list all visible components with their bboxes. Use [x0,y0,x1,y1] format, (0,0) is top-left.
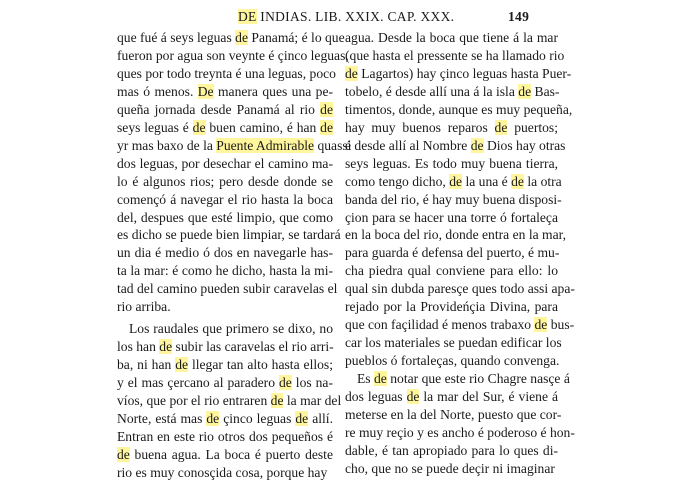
text-line [117,119,333,137]
text-segment: notar que este rio Chagre nasçe á [386,371,570,387]
highlighted-word: de [206,411,220,427]
text-segment: la mar del Sur, é viene á [419,389,558,405]
text-segment: para guarda é defensa del puerto, é mu- [345,245,560,261]
text-line [345,442,558,460]
text-line [117,446,333,464]
text-line [345,191,562,209]
text-segment: Los raudales que primero se dixo, no [129,321,333,337]
right-text-column [345,29,575,478]
highlighted-word: de [406,389,420,405]
text-segment: tobelo, é desde allí una á la isla [345,83,519,99]
text-line [117,262,333,280]
text-line [117,173,333,191]
text-segment: puertos; [507,119,558,135]
highlighted-word: de [345,65,358,81]
text-line [117,83,333,101]
highlighted-word: de [175,357,189,373]
text-segment: (que hasta el pressente se ha llamado rio [345,47,565,63]
text-line [345,209,558,227]
text-line [117,298,333,316]
text-segment: en la boca del rio, donde entra en la mar, [345,227,567,243]
text-segment: ques por todo treynta é una leguas, poco [117,65,336,81]
text-segment: del, despues que esté limpio, que como [117,209,333,225]
text-line [345,388,558,406]
text-segment: allí. [308,411,333,427]
text-segment: agua. Desde la boca que tiene á la mar [345,30,558,45]
text-segment: rio arriba. [117,299,171,315]
text-segment: ta la mar: é como he dicho, hasta la mi- [117,263,333,279]
text-line [117,137,352,155]
text-line [345,173,562,191]
text-line [117,392,342,410]
text-segment: qual sin dubda paresçe ques todo assi apa- [345,281,575,297]
text-segment: çinco leguas [219,411,296,427]
text-segment: Panamá; é lo que [248,30,345,45]
text-line [117,226,341,244]
text-line [345,460,558,478]
text-segment: un dia é medio ó dos en navegarle has- [117,245,333,261]
text-segment: la mar del [283,393,342,409]
text-line [345,334,562,352]
text-segment: Entran en este rio otros dos pequeños é [117,428,333,444]
text-line [117,47,349,65]
text-line [345,406,562,424]
text-line [345,280,575,298]
text-segment: mas ó menos. [117,83,198,99]
text-segment: banda del rio, é hay muy buena disposi- [345,191,562,207]
text-line [345,316,575,334]
text-segment: tad del camino pueden subir caravelas el [117,281,338,297]
text-line [345,137,566,155]
highlighted-word: de [117,446,130,462]
text-segment: car los materiales se puedan edificar los [345,335,562,351]
text-line [117,65,336,83]
text-line [345,65,572,83]
text-line [117,191,333,209]
text-line [117,209,333,227]
text-segment: dos leguas, por desechar el camino ma- [117,155,333,171]
text-line [117,101,333,119]
text-segment: víos, que por el rio entraren [117,393,271,409]
highlighted-word: de [494,119,508,135]
text-segment: Es [357,371,374,387]
text-line [345,424,575,442]
highlighted-word: De [197,83,214,99]
text-segment: rejado por la Provideńçia Divina, para [345,299,558,315]
text-line [345,298,558,316]
text-line [345,83,558,101]
text-segment: meterse en la del Norte, puesto que cor- [345,407,562,423]
text-segment: los na- [291,375,333,391]
text-segment: yr mas baxo de la [117,137,217,153]
text-segment: quassi [314,137,352,153]
highlighted-word: de [511,173,524,189]
text-segment: fueron por agua son veynte é çinco leguas, [117,47,349,63]
text-segment: cha piedra qual conviene para ello: lo [345,263,558,279]
text-segment: como tengo dicho, [345,173,450,189]
page-number: 149 [508,9,530,24]
text-line [117,338,333,356]
left-text-column [117,29,352,482]
text-line [345,119,558,137]
text-segment: Dios hay otras [483,137,566,153]
text-segment: subir las caravelas el rio arri- [172,339,334,355]
text-segment: cho, que no se puede deçir ni imaginar [345,460,555,476]
text-line [345,47,565,65]
highlighted-word: de [278,375,292,391]
text-line [117,356,333,374]
text-line [345,29,558,47]
text-segment: lo é algunos rios; pero desde donde se [117,173,333,189]
text-line [117,374,333,392]
highlighted-word: de [470,137,484,153]
text-segment: seys leguas. Es todo muy buena tierra, [345,155,558,171]
highlighted-word: de [534,317,548,333]
text-segment: la otra [523,173,562,189]
text-segment: manera ques una pe- [213,83,334,99]
text-line [117,29,345,47]
text-segment: çion para se hacer una torre ó fortaleça [345,209,558,225]
text-segment: dable, é tan apropiado para lo ques di- [345,442,558,458]
text-line [345,262,558,280]
text-segment: timentos, donde, aunque es muy pequeña, [345,101,573,117]
text-segment: començó á navegar el rio hasta la boca [117,191,333,207]
highlighted-word: Puente Admirable [216,137,315,153]
text-segment: queña jornada desde Panamá al rio [117,101,321,117]
text-line [117,320,333,338]
text-segment: Norte, está mas [117,411,207,427]
highlighted-word: de [374,371,387,387]
text-line [345,352,558,370]
highlighted-word: de [295,411,309,427]
highlighted-word: de [320,119,333,135]
text-segment: dos leguas [345,389,407,405]
highlighted-word: de [192,119,206,135]
text-segment: rio es muy conosçida cosa, porque hay [117,464,328,480]
text-line [345,244,558,262]
highlighted-word: de [320,101,333,117]
page-header [0,9,683,27]
text-line [345,101,573,119]
text-segment: la una é [462,173,512,189]
text-segment: que fué á seys leguas [117,30,236,45]
text-segment: es dicho se puede bien limpiar, se tardará [117,227,341,243]
text-line [345,370,570,388]
text-segment: Lagartos) hay çinco leguas hasta Puer- [357,65,572,81]
running-title [238,9,454,25]
text-segment: los han [117,339,160,355]
text-segment: y el mas çercano al paradero [117,375,279,391]
text-segment: bus- [547,317,575,333]
text-line [117,410,333,428]
text-line [117,155,333,173]
text-segment: buen camino, é han [205,119,321,135]
running-title-highlight: DE [238,9,257,24]
text-segment: é desde allí al Nombre [345,137,471,153]
highlighted-word: de [518,83,532,99]
text-segment: Bas- [531,83,560,99]
running-title-text: INDIAS. LIB. XXIX. CAP. XXX. [256,9,455,24]
highlighted-word: de [449,173,463,189]
text-segment: buena agua. La boca é puerto deste [129,446,333,462]
text-segment: que con façilidad é menos trabaxo [345,317,535,333]
text-line [345,226,567,244]
highlighted-word: de [270,393,284,409]
text-line [345,155,558,173]
text-segment: re muy reçio y es ancho é poderoso é hon- [345,424,575,440]
text-segment: hay muy buenos reparos [345,119,495,135]
text-line [117,244,333,262]
text-segment: seys leguas é [117,119,193,135]
text-line [117,280,338,298]
text-segment: pueblos ó fortaleças, quando convenga. [345,353,560,369]
highlighted-word: de [159,339,173,355]
text-line [117,464,333,482]
highlighted-word: de [235,30,248,45]
text-segment: llegar tan alto hasta ellos; [188,357,333,373]
text-segment: ba, ni han [117,357,176,373]
